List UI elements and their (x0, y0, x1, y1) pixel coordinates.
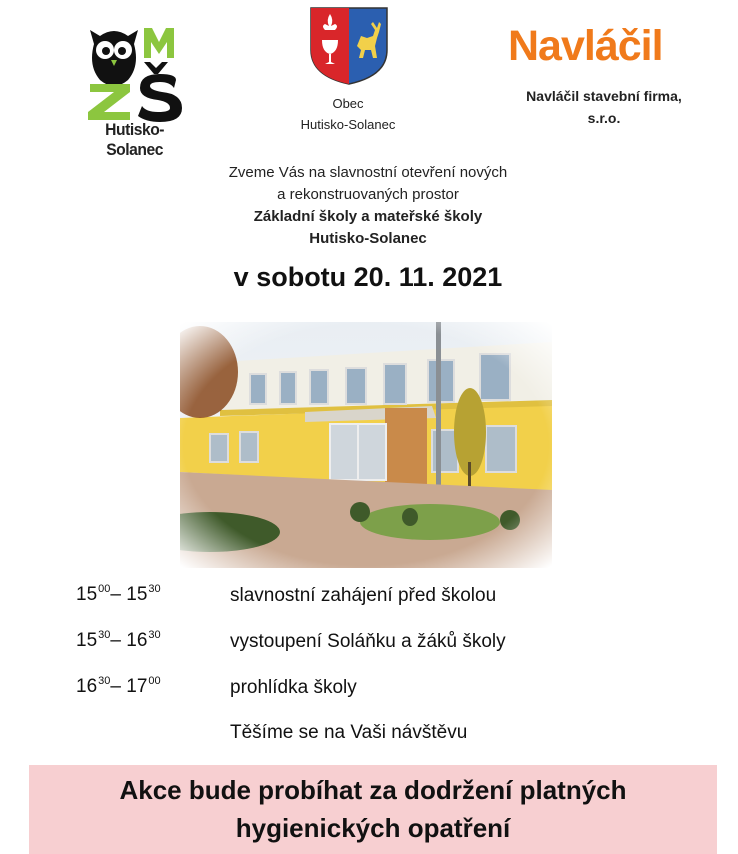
notice-line2: hygienických opatření (235, 813, 511, 843)
end-minutes: 00 (148, 675, 161, 687)
end-hour: 15 (126, 584, 148, 605)
municipality-line1: Obec (332, 96, 364, 111)
event-date: v sobotu 20. 11. 2021 (233, 262, 503, 292)
owl-logo-icon (84, 22, 194, 122)
school-logo (84, 22, 194, 159)
company-logo: Navláčil (508, 22, 663, 70)
schedule-time-2: $15^{30}-$ $16^{30}$ (76, 629, 161, 651)
start-minutes: 30 (98, 675, 111, 687)
schedule-text-1: slavnostní zahájení před školou (230, 585, 497, 606)
company-name (492, 85, 716, 129)
coat-of-arms-icon (307, 6, 391, 86)
school-logo-name: Hutisko-Solanec (105, 120, 165, 159)
hygiene-notice-banner (29, 765, 717, 854)
start-hour: 16 (76, 676, 98, 697)
end-minutes: 30 (148, 629, 161, 641)
municipality-line2: Hutisko-Solanec (300, 117, 396, 132)
schedule-time-1: $15^{00}-$ $15^{30}$ (76, 583, 161, 605)
school-building-photo (180, 322, 552, 568)
start-hour: 15 (76, 630, 98, 651)
municipality-label (270, 93, 426, 135)
school-building-illustration (180, 322, 552, 568)
company-name-line2: s.r.o. (587, 110, 621, 126)
start-minutes: 30 (98, 629, 111, 641)
end-hour: 16 (126, 630, 148, 651)
municipality-coat-of-arms (307, 6, 391, 86)
invitation-line1: Zveme Vás na slavnostní otevření nových (228, 164, 508, 181)
start-minutes: 00 (98, 583, 111, 595)
start-hour: 15 (76, 584, 98, 605)
company-name-line1: Navláčil stavební firma, (526, 88, 682, 104)
notice-line1: Akce bude probíhat za dodržení platných (119, 775, 627, 805)
schedule-time-3: $16^{30}-$ $17^{00}$ (76, 675, 161, 697)
invitation-school-place: Hutisko-Solanec (309, 230, 427, 247)
end-minutes: 30 (148, 583, 161, 595)
invitation-text (180, 162, 556, 250)
closing-line: Těšíme se na Vaši návštěvu (230, 722, 468, 743)
invitation-line2: a rekonstruovaných prostor (277, 186, 459, 203)
end-hour: 17 (126, 676, 148, 697)
schedule-text-3: prohlídka školy (230, 677, 357, 698)
schedule-text-2: vystoupení Soláňku a žáků školy (230, 631, 506, 652)
invitation-school-name: Základní školy a mateřské školy (253, 208, 483, 225)
notice-text (29, 771, 717, 847)
